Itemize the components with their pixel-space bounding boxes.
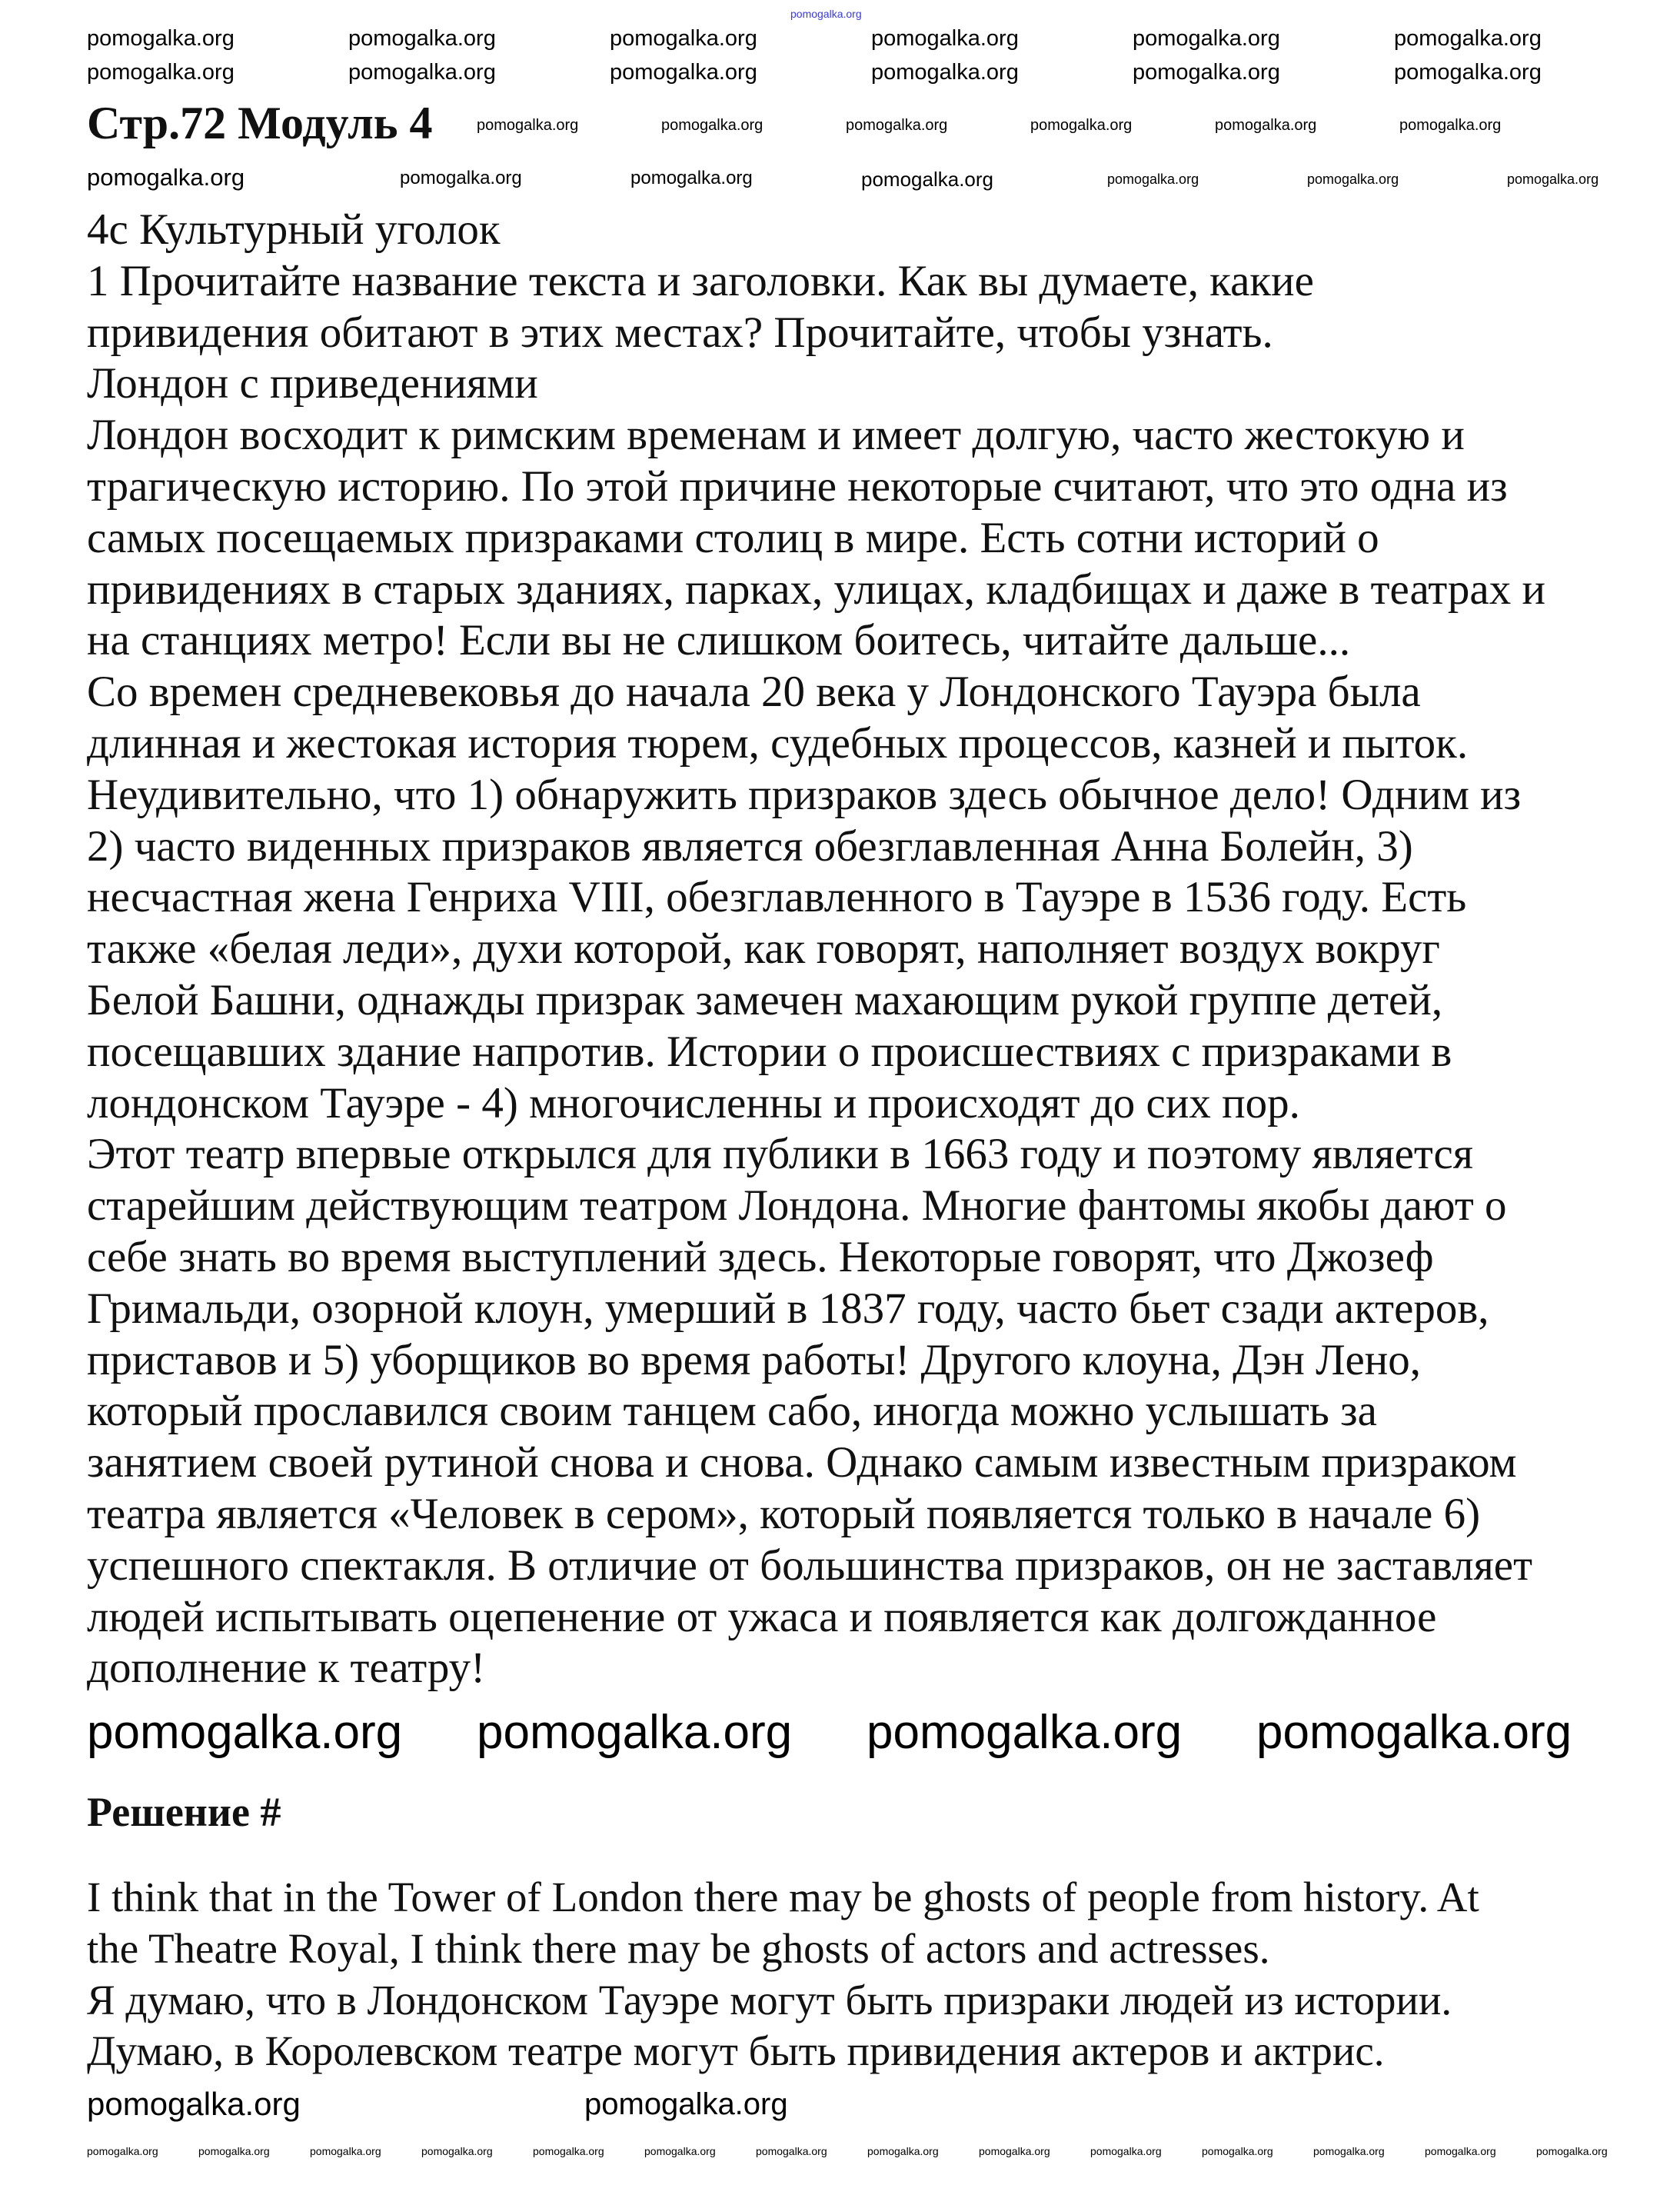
text-line: 2) часто виденных призраков является обезглавленная Анна Болейн, 3) [87,821,1413,871]
watermark: pomogalka.org [348,26,496,51]
watermark: pomogalka.org [871,26,1019,51]
watermark: pomogalka.org [979,2145,1050,2157]
watermark: pomogalka.org [1399,117,1502,134]
solution-text [87,1872,1479,2077]
text-line: the Theatre Royal, I think there may be ghosts of actors and actresses. [87,1924,1270,1972]
watermark: pomogalka.org [1030,117,1133,134]
text-line: себе знать во время выступлений здесь. Некоторые говорят, что Джозеф [87,1232,1434,1281]
text-line: который прославился своим танцем сабо, иногда можно услышать за [87,1387,1377,1436]
watermark: pomogalka.org [1394,60,1542,85]
watermark: pomogalka.org [1090,2145,1162,2157]
watermark: pomogalka.org [1215,117,1317,134]
text-line: приставов и 5) уборщиков во время работы! Другого клоуна, Дэн Лено, [87,1335,1421,1384]
text-line: занятием своей рутиной снова и снова. Однако самым известным призраком [87,1438,1517,1487]
watermark: pomogalka.org [1536,2145,1608,2157]
text-line: самых посещаемых призраками столиц в мире. Есть сотни историй о [87,513,1379,562]
watermark: pomogalka.org [1394,26,1542,51]
watermark: pomogalka.org [1133,26,1280,51]
watermark: pomogalka.org [1202,2145,1273,2157]
watermark: pomogalka.org [1425,2145,1496,2157]
watermark: pomogalka.org [610,60,757,85]
text-line: успешного спектакля. В отличие от большинства призраков, он не заставляет [87,1541,1532,1590]
text-line: Этот театр впервые открылся для публики в 1663 году и поэтому является [87,1130,1474,1179]
exercise-text [87,205,1545,1694]
watermark: pomogalka.org [661,117,763,134]
watermark: pomogalka.org [756,2145,827,2157]
text-line: Гримальди, озорной клоун, умерший в 1837 году, часто бьет сзади актеров, [87,1284,1489,1333]
watermark: pomogalka.org [198,2145,270,2157]
watermark: pomogalka.org [630,168,753,188]
watermark: pomogalka.org [1133,60,1280,85]
text-line: Я думаю, что в Лондонском Тауэре могут быть призраки людей из истории. [87,1976,1452,2023]
watermark: pomogalka.org [421,2145,493,2157]
text-line: несчастная жена Генриха VIII, обезглавленного в Тауэре в 1536 году. Есть [87,873,1467,922]
watermark: pomogalka.org [1107,172,1199,187]
text-line: 4c Культурный уголок [87,205,501,254]
watermark: pomogalka.org [477,117,579,134]
text-line: Думаю, в Королевском театре могут быть привидения актеров и актрис. [87,2027,1385,2075]
text-line: привидения обитают в этих местах? Прочитайте, чтобы узнать. [87,308,1273,357]
text-line: на станциях метро! Если вы не слишком боитесь, читайте дальше... [87,616,1351,665]
text-line: также «белая леди», духи которой, как говорят, наполняет воздух вокруг [87,924,1440,974]
text-line: Белой Башни, однажды призрак замечен махающим рукой группе детей, [87,975,1443,1024]
text-line: старейшим действующим театром Лондона. Многие фантомы якобы дают о [87,1181,1507,1231]
solution-heading: Решение # [87,1789,281,1835]
watermark: pomogalka.org [1307,172,1399,187]
text-line: посещавших здание напротив. Истории о происшествиях с призраками в [87,1027,1452,1076]
text-line: лондонском Тауэре - 4) многочисленны и происходят до сих пор. [87,1078,1300,1127]
watermark: pomogalka.org [477,1706,793,1759]
text-line: людей испытывать оцепенение от ужаса и появляется как долгожданное [87,1592,1437,1641]
watermark: pomogalka.org [610,26,757,51]
watermark: pomogalka.org [400,168,522,188]
watermark: pomogalka.org [790,8,862,20]
text-line: Лондон восходит к римским временам и имеет долгую, часто жестокую и [87,411,1465,460]
text-line: Со времен средневековья до начала 20 века у Лондонского Тауэра была [87,668,1421,717]
text-line: 1 Прочитайте название текста и заголовки. Как вы думаете, какие [87,256,1314,305]
watermark: pomogalka.org [867,1706,1183,1759]
watermark: pomogalka.org [644,2145,716,2157]
watermark: pomogalka.org [871,60,1019,85]
watermark: pomogalka.org [584,2087,788,2121]
watermark: pomogalka.org [861,168,993,191]
watermark: pomogalka.org [87,26,235,51]
watermark: pomogalka.org [846,117,948,134]
watermark: pomogalka.org [1507,172,1599,187]
text-line: длинная и жестокая история тюрем, судебных процессов, казней и пыток. [87,718,1469,768]
watermark: pomogalka.org [87,1706,403,1759]
text-line: I think that in the Tower of London there may be ghosts of people from history. At [87,1874,1479,1920]
watermark: pomogalka.org [348,60,496,85]
page-title: Стр.72 Модуль 4 [87,98,433,148]
text-line: дополнение к театру! [87,1644,486,1693]
watermark: pomogalka.org [87,2086,301,2122]
text-line: Лондон с приведениями [87,359,538,408]
text-line: Неудивительно, что 1) обнаружить призраков здесь обычное дело! Одним из [87,770,1522,819]
watermark: pomogalka.org [310,2145,381,2157]
watermark: pomogalka.org [87,2145,158,2157]
text-line: привидениях в старых зданиях, парках, улицах, кладбищах и даже в театрах и [87,565,1545,614]
watermark: pomogalka.org [867,2145,939,2157]
watermark: pomogalka.org [533,2145,604,2157]
text-line: трагическую историю. По этой причине некоторые считают, что это одна из [87,461,1508,511]
text-line: театра является «Человек в сером», который появляется только в начале 6) [87,1489,1481,1538]
watermark: pomogalka.org [1256,1706,1572,1759]
watermark: pomogalka.org [1313,2145,1385,2157]
watermark: pomogalka.org [87,164,245,191]
watermark: pomogalka.org [87,60,235,85]
